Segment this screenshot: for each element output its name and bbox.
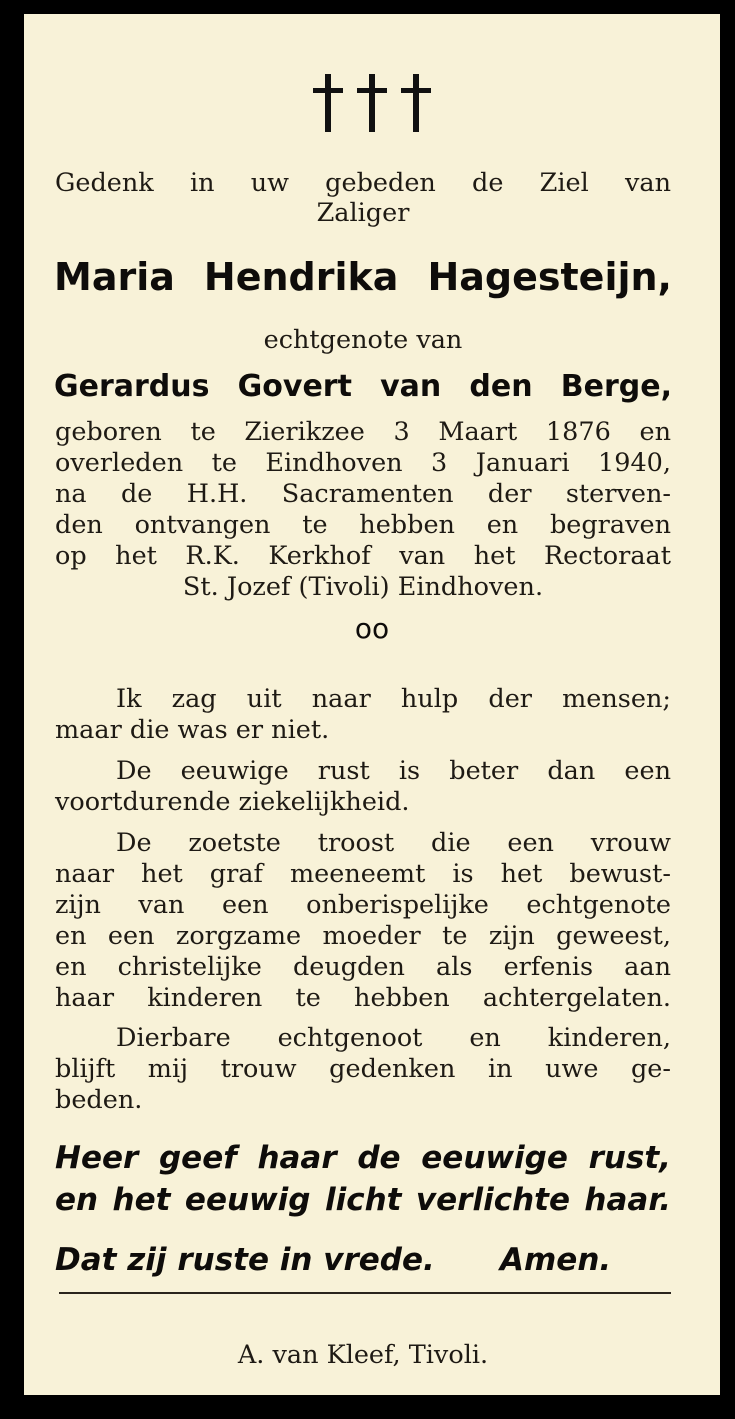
deceased-name: Maria Hendrika Hagesteijn, — [54, 255, 672, 299]
memorial-card — [24, 14, 720, 1395]
printer-imprint: A. van Kleef, Tivoli. — [237, 1340, 489, 1370]
cross-icon — [399, 74, 433, 132]
verse-line: De zoetste troost die een vrouw — [116, 828, 671, 858]
bio-line: den ontvangen te hebben en begraven — [55, 510, 671, 540]
divider — [59, 1292, 671, 1294]
prayer-line-2: en het eeuwig licht verlichte haar. — [55, 1182, 671, 1218]
verse-line: Ik zag uit naar hulp der mensen; — [116, 684, 671, 714]
crosses — [24, 74, 720, 137]
verse-line: en christelijke deugden als erfenis aan — [55, 952, 671, 982]
verse-line: beden. — [55, 1085, 143, 1115]
verse-line: voortdurende ziekelijkheid. — [55, 787, 410, 817]
spouse-intro: echtgenote van — [263, 325, 463, 355]
intro-line-1: Gedenk in uw gebeden de Ziel van — [55, 168, 671, 198]
prayer-line-1: Heer geef haar de eeuwige rust, — [55, 1140, 671, 1176]
spouse-name: Gerardus Govert van den Berge, — [54, 369, 672, 404]
verse-line: zijn van een onberispelijke echtgenote — [55, 890, 671, 920]
verse-line: naar het graf meeneemt is het bewust- — [55, 859, 671, 889]
prayer-amen: Amen. — [500, 1242, 612, 1278]
prayer-closing: Dat zij ruste in vrede. — [55, 1242, 435, 1278]
verse-line: De eeuwige rust is beter dan een — [116, 756, 671, 786]
bio-line: overleden te Eindhoven 3 Januari 1940, — [55, 448, 671, 478]
verse-line: blijft mij trouw gedenken in uwe ge- — [55, 1054, 671, 1084]
cross-icon — [311, 74, 345, 132]
intro-line-2: Zaliger — [316, 198, 410, 228]
cross-icon — [355, 74, 389, 132]
verse-line: Dierbare echtgenoot en kinderen, — [116, 1023, 671, 1053]
verse-line: en een zorgzame moeder te zijn geweest, — [55, 921, 671, 951]
ornament: oo — [354, 612, 390, 645]
bio-line: geboren te Zierikzee 3 Maart 1876 en — [55, 417, 671, 447]
verse-line: haar kinderen te hebben achtergelaten. — [55, 983, 671, 1013]
bio-line: na de H.H. Sacramenten der sterven- — [55, 479, 671, 509]
verse-line: maar die was er niet. — [55, 715, 330, 745]
bio-line: op het R.K. Kerkhof van het Rectoraat — [55, 541, 671, 571]
bio-line: St. Jozef (Tivoli) Eindhoven. — [182, 572, 544, 602]
